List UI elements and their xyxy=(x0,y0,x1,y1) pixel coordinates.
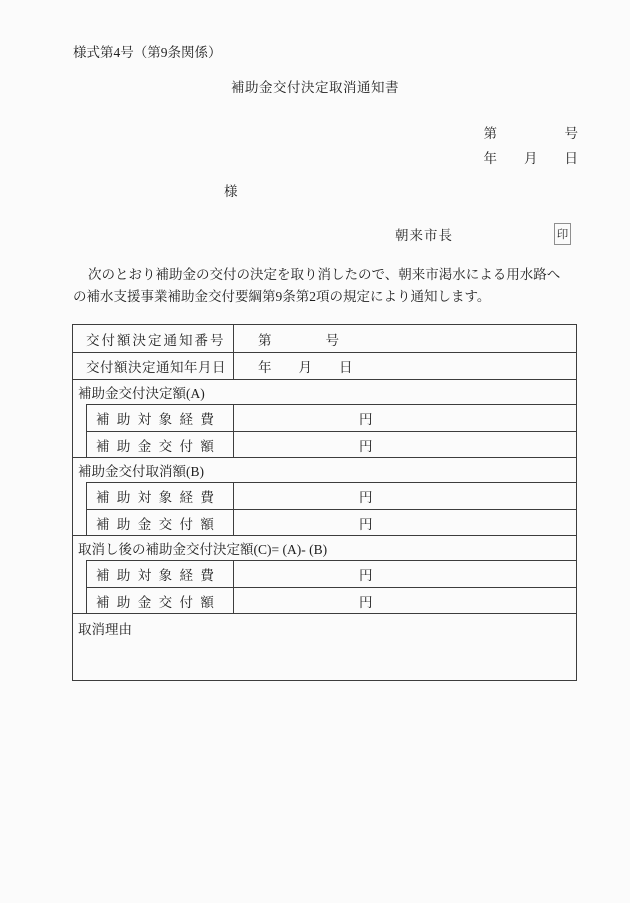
page-title: 補助金交付決定取消通知書 xyxy=(231,80,399,95)
doc-date-line: 年 月 日 xyxy=(483,151,578,166)
subrow-target-expenses xyxy=(87,483,576,509)
target-expenses-label: 補 助 対 象 経 費 xyxy=(87,483,234,509)
grant-amount-label: 補 助 金 交 付 額 xyxy=(87,432,234,457)
reason-row: 取消理由 xyxy=(73,613,576,680)
form-number: 様式第4号（第9条関係） xyxy=(73,45,222,60)
group-row-cancelled-amount: 補助金交付取消額(B) xyxy=(73,457,576,482)
doc-number-date-block xyxy=(0,121,578,171)
target-expenses-label: 補 助 対 象 経 費 xyxy=(87,561,234,587)
grant-amount-label: 補 助 金 交 付 額 xyxy=(87,588,234,613)
body-line: の補水支援事業補助金交付要綱第9条第2項の規定により通知します。 xyxy=(73,289,491,304)
notice-number-value: 第 号 xyxy=(258,332,339,348)
group-row-decided-amount: 補助金交付決定額(A) xyxy=(73,379,576,404)
target-expenses-unit: 円 xyxy=(359,490,373,505)
notice-number-label: 交付額決定通知番号 xyxy=(73,325,234,352)
body-line: 次のとおり補助金の交付の決定を取り消したので、朝来市渇水による用水路へ xyxy=(88,267,561,282)
group-row-after-cancellation: 取消し後の補助金交付決定額(C)= (A)- (B) xyxy=(73,535,576,560)
target-expenses-unit: 円 xyxy=(359,568,373,583)
table-row-notice-date xyxy=(73,352,576,379)
target-expenses-label: 補 助 対 象 経 費 xyxy=(87,405,234,431)
sender-title: 朝来市長 xyxy=(395,228,453,243)
grant-amount-unit: 円 xyxy=(359,438,373,454)
cancellation-table xyxy=(72,324,577,681)
grant-amount-label: 補 助 金 交 付 額 xyxy=(87,510,234,535)
subrow-grant-amount xyxy=(87,509,576,535)
addressee-line: 様 xyxy=(224,184,238,199)
table-row-notice-number xyxy=(73,325,576,352)
subrows-after-cancellation xyxy=(86,560,576,613)
notice-date-label: 交付額決定通知年月日 xyxy=(73,353,234,379)
doc-number-line: 第 号 xyxy=(483,126,578,141)
grant-amount-unit: 円 xyxy=(359,516,373,532)
seal-stamp-icon: 印 xyxy=(554,223,571,245)
sender-line xyxy=(0,223,630,245)
body-paragraph xyxy=(73,264,579,308)
subrow-target-expenses xyxy=(87,405,576,431)
target-expenses-unit: 円 xyxy=(359,412,373,427)
subrow-grant-amount xyxy=(87,431,576,457)
subrow-target-expenses xyxy=(87,561,576,587)
subrow-grant-amount xyxy=(87,587,576,613)
grant-amount-unit: 円 xyxy=(359,594,373,610)
notice-date-value: 年 月 日 xyxy=(258,360,353,375)
subrows-decided-amount xyxy=(86,404,576,457)
subrows-cancelled-amount xyxy=(86,482,576,535)
